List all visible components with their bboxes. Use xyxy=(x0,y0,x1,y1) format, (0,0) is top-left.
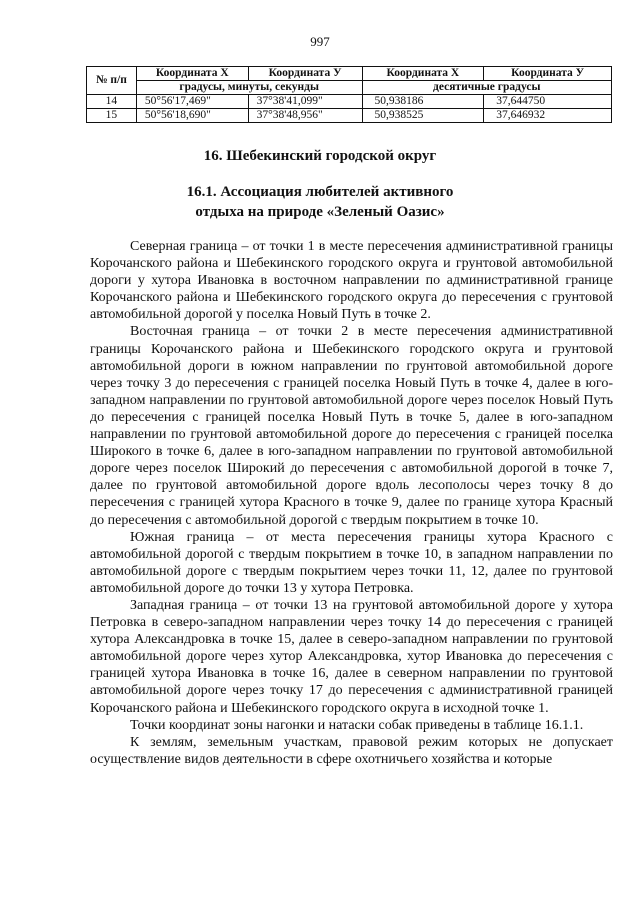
header-number: № п/п xyxy=(87,67,137,95)
page-number: 997 xyxy=(310,34,330,49)
subsection-title xyxy=(0,182,640,222)
table-units-row xyxy=(87,81,612,95)
cell-x-dms: 50°56'18,690" xyxy=(136,109,248,123)
cell-x-dec: 50,938186 xyxy=(362,95,484,109)
cell-y-dec: 37,646932 xyxy=(484,109,612,123)
section-title: 16. Шебекинский городской округ xyxy=(203,148,437,164)
cell-x-dec: 50,938525 xyxy=(362,109,484,123)
paragraph-south-border: Южная граница – от места пересечения границы хутора Красного с автомобильной дорогой с твердым покрытием в точке 10, в западном направлении по автомобильной дороге с твердым покрытием через точки 11, 12, далее по грунтовой автомобильной дороге до точки 13 у хутора Петровка. xyxy=(90,529,613,596)
header-y-dec: Координата У xyxy=(484,67,612,81)
table-header-row xyxy=(87,67,612,81)
table-row xyxy=(87,95,612,109)
cell-y-dms: 37°38'41,099" xyxy=(248,95,362,109)
paragraph-west-border: Западная граница – от точки 13 на грунтовой автомобильной дороге у хутора Петровка в северо-западном направлении через точку 14 до пересечения с границей хутора Александровка в точке 15, далее в северо-западном направлении по грунтовой автомобильной дороге через хутор Александровка, хутор Ивановка до пересечения с границей хутора Ивановка в точке 16, далее в северном направлении по грунтовой автомобильной дороге через точку 17 до пересечения с административной границей Корочанского района и Шебекинского городского округа в исходной точке 1. xyxy=(90,597,613,716)
paragraph-lands: К землям, земельным участкам, правовой режим которых не допускает осуществление видов деятельности в сфере охотничьего хозяйства и которые xyxy=(90,734,613,767)
units-dms: градусы, минуты, секунды xyxy=(136,81,362,95)
row-number: 15 xyxy=(87,109,137,123)
body-text xyxy=(90,238,613,768)
coordinates-table xyxy=(86,66,612,123)
units-dec: десятичные градусы xyxy=(362,81,612,95)
cell-y-dec: 37,644750 xyxy=(484,95,612,109)
subsection-title-text: 16.1. Ассоциация любителей активного отдыха на природе «Зеленый Оазис» xyxy=(186,184,454,220)
header-x-dms: Координата X xyxy=(136,67,248,81)
paragraph-east-border: Восточная граница – от точки 2 в месте пересечения административной границы Корочанского района и Шебекинского городского округа и грунтовой автомобильной дороги в южном направлении по грунтовой автомобильной дороге через точку 3 до пересечения с границей поселка Новый Путь в точке 4, далее в юго-западном направлении по грунтовой автомобильной дороге через поселок Новый Путь до пересечения с границей поселка Новый Путь в точке 5, далее в юго-западном направлении по грунтовой автомобильной дороге до пересечения с границей поселка Широкого в точке 6, далее в юго-западном направлении по грунтовой автомобильной дороге через поселок Широкий до пересечения с автомобильной дорогой в точке 7, далее по грунтовой автомобильной дороге вдоль лесополосы через точку 8 до пересечения с границей хутора Красного в точке 9, далее по границе хутора Красный до пересечения с автомобильной дорогой с твердым покрытием в точке 10. xyxy=(90,324,613,528)
cell-y-dms: 37°38'48,956" xyxy=(248,109,362,123)
header-x-dec: Координата X xyxy=(362,67,484,81)
paragraph-table-reference: Точки координат зоны нагонки и натаски собак приведены в таблице 16.1.1. xyxy=(130,717,584,733)
cell-x-dms: 50°56'17,469" xyxy=(136,95,248,109)
table-row xyxy=(87,109,612,123)
paragraph-north-border: Северная граница – от точки 1 в месте пересечения административной границы Корочанского района и Шебекинского городского округа и грунтовой автомобильной дороги у хутора Ивановка в восточном направлении по административной границе Корочанского района и Шебекинского городского округа до пересечения с грунтовой автомобильной дорогой у поселка Новый Путь в точке 2. xyxy=(90,239,613,323)
header-y-dms: Координата У xyxy=(248,67,362,81)
row-number: 14 xyxy=(87,95,137,109)
